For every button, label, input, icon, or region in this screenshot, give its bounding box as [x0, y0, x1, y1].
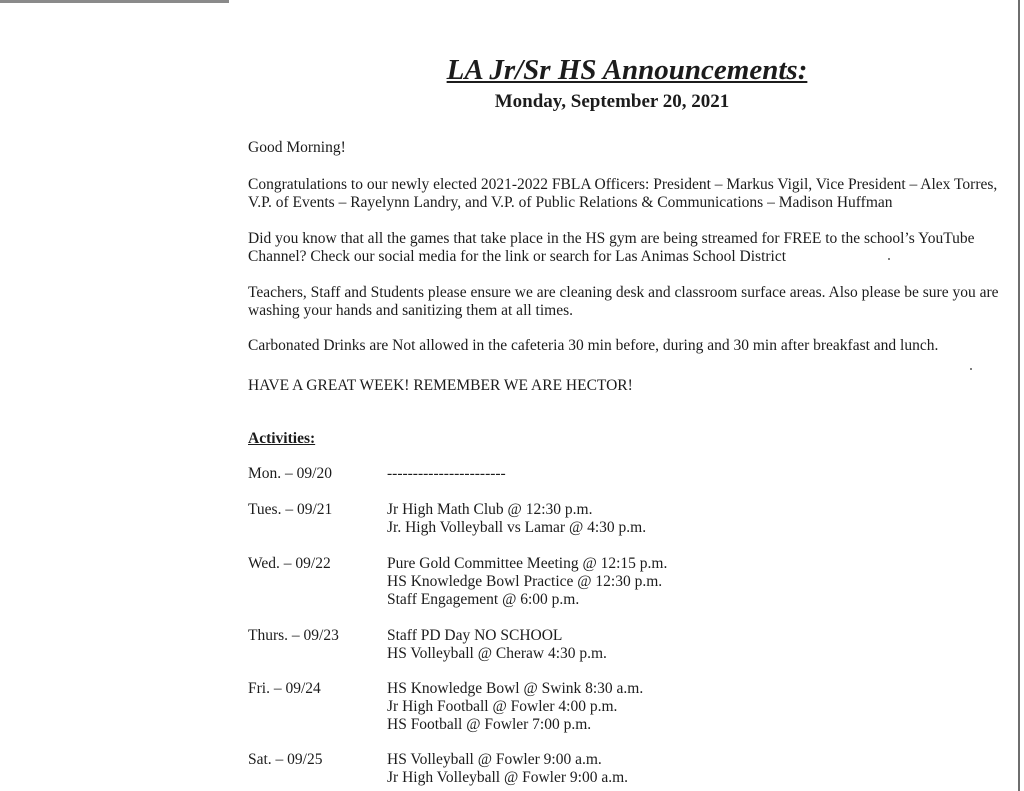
activity-day-label: Thurs. – 09/23: [248, 627, 339, 644]
activity-event: Jr High Math Club @ 12:30 p.m.: [387, 501, 593, 518]
closing-paragraph: HAVE A GREAT WEEK! REMEMBER WE ARE HECTOR!: [248, 377, 633, 394]
scan-speck: [970, 368, 972, 370]
activity-event: HS Knowledge Bowl @ Swink 8:30 a.m.: [387, 680, 644, 697]
activity-event: HS Football @ Fowler 7:00 p.m.: [387, 716, 592, 733]
cleaning-paragraph: Teachers, Staff and Students please ensure we are cleaning desk and classroom surface areas. Also please be sure you are washing your hands and sanitizing them at all times.: [248, 284, 999, 319]
activity-day-label: Mon. – 09/20: [248, 465, 332, 482]
activity-event: Jr. High Volleyball vs Lamar @ 4:30 p.m.: [387, 519, 647, 536]
activity-event: HS Volleyball @ Fowler 9:00 a.m.: [387, 751, 602, 768]
youtube-stream-paragraph: Did you know that all the games that take place in the HS gym are being streamed for FREE to the school’s YouTube Channel? Check our social media for the link or search for Las Animas School District: [248, 230, 975, 265]
activity-event: Staff Engagement @ 6:00 p.m.: [387, 591, 580, 608]
activity-event: Jr High Football @ Fowler 4:00 p.m.: [387, 698, 618, 715]
activity-event: Pure Gold Committee Meeting @ 12:15 p.m.: [387, 555, 668, 572]
activities-heading: Activities:: [248, 430, 316, 447]
fbla-officers-paragraph: Congratulations to our newly elected 2021-2022 FBLA Officers: President – Markus Vigil, Vice President – Alex Torres, V.P. of Events – Rayelynn Landry, and V.P. of Public Relations & Communications – Madison Huffman: [248, 176, 998, 211]
activity-day-label: Sat. – 09/25: [248, 751, 323, 768]
activity-event: HS Volleyball @ Cheraw 4:30 p.m.: [387, 645, 607, 662]
activity-events: [387, 555, 667, 609]
activity-events: [387, 751, 628, 787]
announcement-date: Monday, September 20, 2021: [494, 91, 730, 112]
activity-day-label: Wed. – 09/22: [248, 555, 331, 572]
scan-speck: [888, 258, 890, 260]
carbonated-drinks-paragraph: Carbonated Drinks are Not allowed in the cafeteria 30 min before, during and 30 min after breakfast and lunch.: [248, 337, 939, 354]
activity-event: -----------------------: [387, 465, 506, 482]
activity-events: [387, 465, 506, 483]
activity-event: Staff PD Day NO SCHOOL: [387, 627, 563, 644]
activity-event: Jr High Volleyball @ Fowler 9:00 a.m.: [387, 769, 629, 786]
page-title: LA Jr/Sr HS Announcements:: [446, 54, 808, 86]
activity-event: HS Knowledge Bowl Practice @ 12:30 p.m.: [387, 573, 663, 590]
scan-edge-top: [0, 0, 229, 3]
scan-edge-right: [1018, 0, 1020, 791]
activity-events: [387, 501, 646, 537]
activity-events: [387, 680, 643, 734]
activity-events: [387, 627, 607, 663]
activity-day-label: Tues. – 09/21: [248, 501, 333, 518]
activity-day-label: Fri. – 09/24: [248, 680, 321, 697]
greeting-paragraph: Good Morning!: [248, 139, 346, 156]
